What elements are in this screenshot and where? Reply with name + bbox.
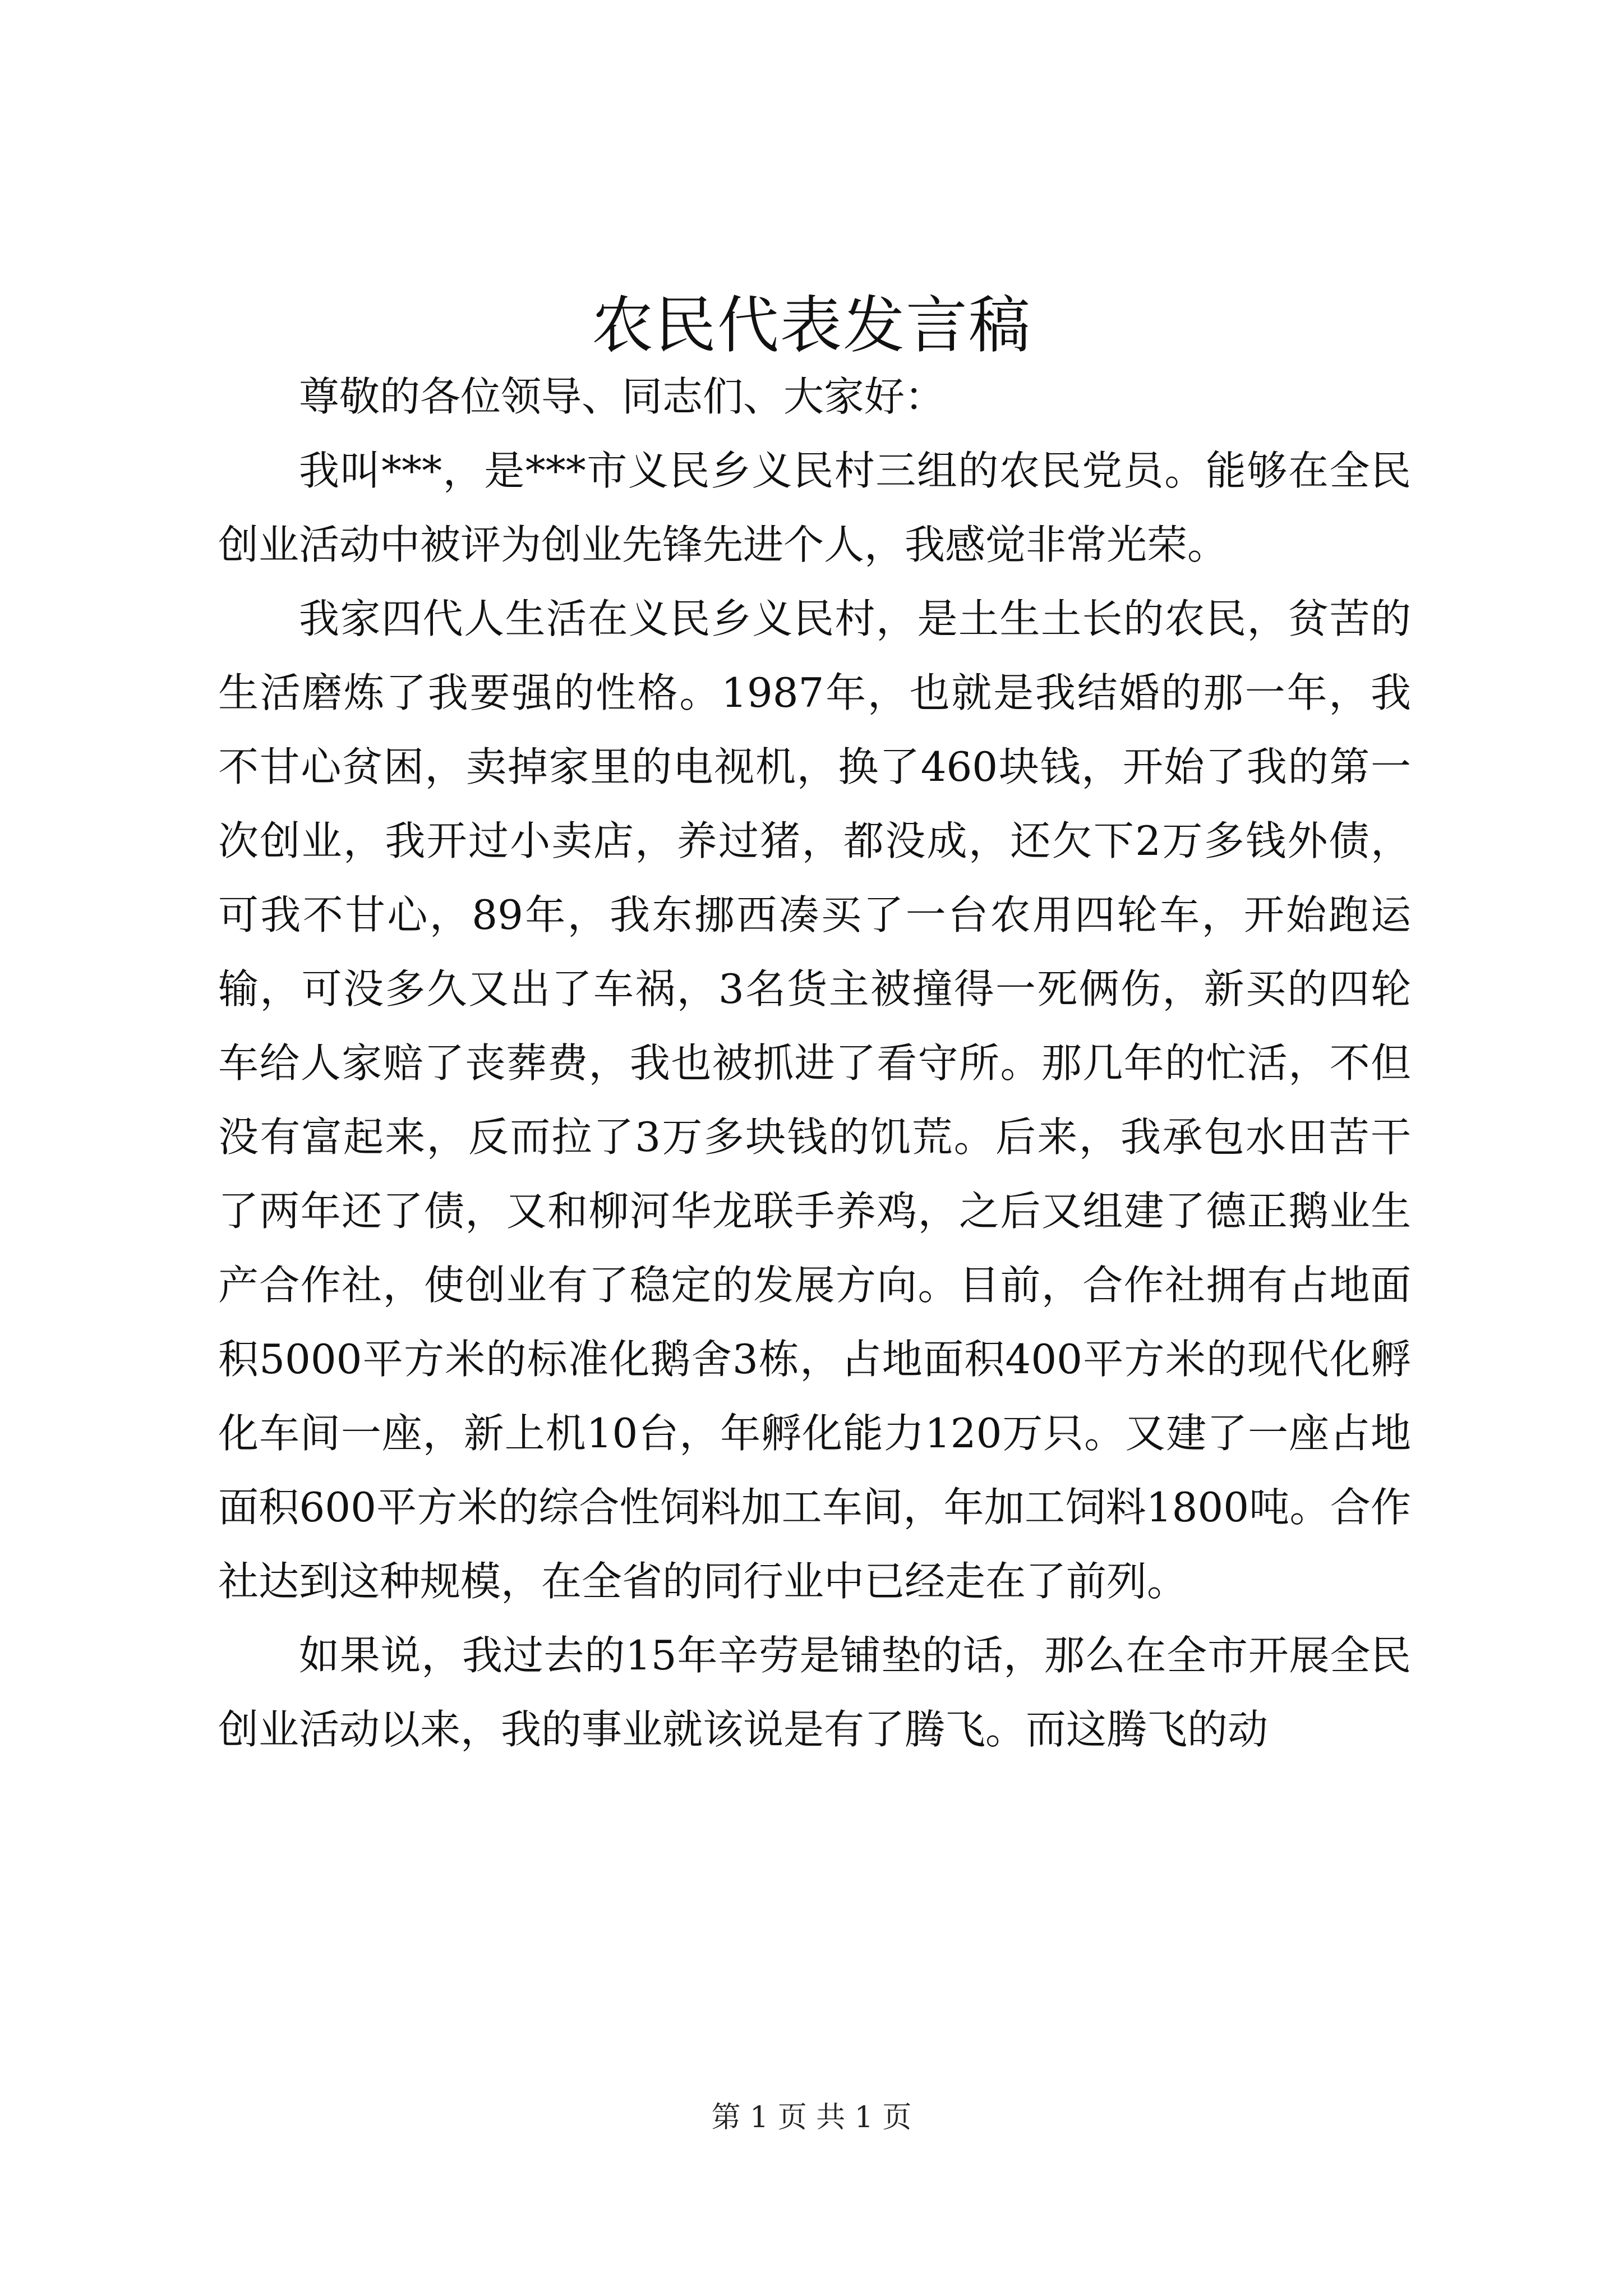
paragraph-background: 我家四代人生活在义民乡义民村，是土生土长的农民，贫苦的生活磨炼了我要强的性格。1987年，也就是我结婚的那一年，我不甘心贫困，卖掉家里的电视机，换了460块钱，开始了我的第一次创业，我开过小卖店，养过猪，都没成，还欠下2万多钱外债，可我不甘心，89年，我东挪西凑买了一台农用四轮车，开始跑运输，可没多久又出了车祸，3名货主被撞得一死俩伤，新买的四轮车给人家赔了丧葬费，我也被抓进了看守所。那几年的忙活，不但没有富起来，反而拉了3万多块钱的饥荒。后来，我承包水田苦干了两年还了债，又和柳河华龙联手养鸡，之后又组建了德正鹅业生产合作社，使创业有了稳定的发展方向。目前，合作社拥有占地面积5000平方米的标准化鹅舍3栋，占地面积400平方米的现代化孵化车间一座，新上机10台，年孵化能力120万只。又建了一座占地面积600平方米的综合性饲料加工车间，年加工饲料1800吨。合作社达到这种规模，在全省的同行业中已经走在了前列。 xyxy=(218,595,1411,1605)
paragraph-development: 如果说，我过去的15年辛劳是铺垫的话，那么在全市开展全民创业活动以来，我的事业就该说是有了腾飞。而这腾飞的动 xyxy=(218,1632,1411,1753)
paragraph-introduction: 我叫***，是***市义民乡义民村三组的农民党员。能够在全民创业活动中被评为创业先锋先进个人，我感觉非常光荣。 xyxy=(218,447,1411,568)
document-body xyxy=(218,360,1411,1766)
document-title: 农民代表发言稿 xyxy=(592,289,1031,361)
paragraph-greeting: 尊敬的各位领导、同志们、大家好： xyxy=(299,373,946,420)
page-footer: 第 1 页 共 1 页 xyxy=(711,2101,912,2134)
